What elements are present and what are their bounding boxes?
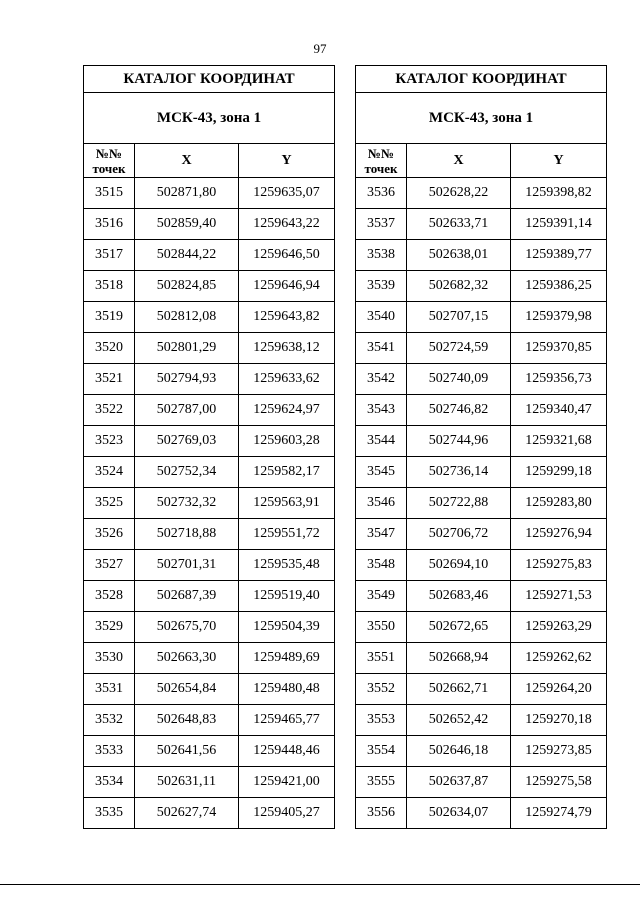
column-header-x: X — [135, 144, 239, 178]
x-coordinate-cell: 502752,34 — [135, 457, 239, 488]
point-number-cell: 3541 — [356, 333, 407, 364]
catalog-rows — [84, 178, 335, 829]
point-number-cell: 3535 — [84, 798, 135, 829]
x-coordinate-cell: 502638,01 — [407, 240, 511, 271]
y-coordinate-cell: 1259274,79 — [511, 798, 607, 829]
y-coordinate-cell: 1259504,39 — [239, 612, 335, 643]
catalog-zone: МСК-43, зона 1 — [356, 93, 607, 144]
x-coordinate-cell: 502794,93 — [135, 364, 239, 395]
point-number-cell: 3539 — [356, 271, 407, 302]
table-row — [356, 581, 607, 612]
point-number-cell: 3530 — [84, 643, 135, 674]
y-coordinate-cell: 1259275,83 — [511, 550, 607, 581]
table-row — [84, 426, 335, 457]
x-coordinate-cell: 502637,87 — [407, 767, 511, 798]
y-coordinate-cell: 1259646,50 — [239, 240, 335, 271]
table-row — [84, 581, 335, 612]
point-number-cell: 3520 — [84, 333, 135, 364]
point-number-cell: 3547 — [356, 519, 407, 550]
x-coordinate-cell: 502744,96 — [407, 426, 511, 457]
table-row — [84, 364, 335, 395]
point-number-cell: 3529 — [84, 612, 135, 643]
x-coordinate-cell: 502812,08 — [135, 302, 239, 333]
point-number-cell: 3534 — [84, 767, 135, 798]
table-row — [84, 736, 335, 767]
y-coordinate-cell: 1259582,17 — [239, 457, 335, 488]
y-coordinate-cell: 1259480,48 — [239, 674, 335, 705]
y-coordinate-cell: 1259264,20 — [511, 674, 607, 705]
x-coordinate-cell: 502675,70 — [135, 612, 239, 643]
y-coordinate-cell: 1259391,14 — [511, 209, 607, 240]
point-number-cell: 3537 — [356, 209, 407, 240]
x-coordinate-cell: 502746,82 — [407, 395, 511, 426]
point-number-cell: 3543 — [356, 395, 407, 426]
table-row — [356, 209, 607, 240]
point-number-cell: 3526 — [84, 519, 135, 550]
column-header-x: X — [407, 144, 511, 178]
point-number-cell: 3551 — [356, 643, 407, 674]
header-num-line1: №№ — [95, 145, 123, 161]
point-number-cell: 3536 — [356, 178, 407, 209]
table-row — [356, 643, 607, 674]
table-row — [356, 364, 607, 395]
table-row — [84, 643, 335, 674]
y-coordinate-cell: 1259299,18 — [511, 457, 607, 488]
table-row — [84, 488, 335, 519]
y-coordinate-cell: 1259421,00 — [239, 767, 335, 798]
table-row — [356, 178, 607, 209]
x-coordinate-cell: 502654,84 — [135, 674, 239, 705]
x-coordinate-cell: 502633,71 — [407, 209, 511, 240]
point-number-cell: 3517 — [84, 240, 135, 271]
table-row — [84, 271, 335, 302]
column-header-point-number — [84, 144, 135, 178]
point-number-cell: 3524 — [84, 457, 135, 488]
table-row — [84, 457, 335, 488]
table-row — [84, 674, 335, 705]
table-row — [356, 798, 607, 829]
x-coordinate-cell: 502724,59 — [407, 333, 511, 364]
x-coordinate-cell: 502871,80 — [135, 178, 239, 209]
y-coordinate-cell: 1259379,98 — [511, 302, 607, 333]
y-coordinate-cell: 1259273,85 — [511, 736, 607, 767]
x-coordinate-cell: 502706,72 — [407, 519, 511, 550]
x-coordinate-cell: 502844,22 — [135, 240, 239, 271]
x-coordinate-cell: 502634,07 — [407, 798, 511, 829]
y-coordinate-cell: 1259340,47 — [511, 395, 607, 426]
y-coordinate-cell: 1259448,46 — [239, 736, 335, 767]
point-number-cell: 3540 — [356, 302, 407, 333]
y-coordinate-cell: 1259262,62 — [511, 643, 607, 674]
table-row — [356, 333, 607, 364]
y-coordinate-cell: 1259405,27 — [239, 798, 335, 829]
y-coordinate-cell: 1259643,22 — [239, 209, 335, 240]
x-coordinate-cell: 502824,85 — [135, 271, 239, 302]
point-number-cell: 3533 — [84, 736, 135, 767]
x-coordinate-cell: 502668,94 — [407, 643, 511, 674]
y-coordinate-cell: 1259270,18 — [511, 705, 607, 736]
table-row — [84, 612, 335, 643]
point-number-cell: 3546 — [356, 488, 407, 519]
catalog-zone: МСК-43, зона 1 — [84, 93, 335, 144]
y-coordinate-cell: 1259551,72 — [239, 519, 335, 550]
y-coordinate-cell: 1259633,62 — [239, 364, 335, 395]
coordinate-catalog-left — [83, 65, 335, 829]
y-coordinate-cell: 1259465,77 — [239, 705, 335, 736]
x-coordinate-cell: 502740,09 — [407, 364, 511, 395]
x-coordinate-cell: 502701,31 — [135, 550, 239, 581]
table-row — [84, 178, 335, 209]
x-coordinate-cell: 502663,30 — [135, 643, 239, 674]
point-number-cell: 3525 — [84, 488, 135, 519]
y-coordinate-cell: 1259398,82 — [511, 178, 607, 209]
x-coordinate-cell: 502722,88 — [407, 488, 511, 519]
x-coordinate-cell: 502628,22 — [407, 178, 511, 209]
y-coordinate-cell: 1259370,85 — [511, 333, 607, 364]
x-coordinate-cell: 502787,00 — [135, 395, 239, 426]
point-number-cell: 3549 — [356, 581, 407, 612]
table-row — [356, 457, 607, 488]
x-coordinate-cell: 502769,03 — [135, 426, 239, 457]
point-number-cell: 3556 — [356, 798, 407, 829]
y-coordinate-cell: 1259386,25 — [511, 271, 607, 302]
x-coordinate-cell: 502646,18 — [407, 736, 511, 767]
table-row — [84, 798, 335, 829]
y-coordinate-cell: 1259275,58 — [511, 767, 607, 798]
y-coordinate-cell: 1259535,48 — [239, 550, 335, 581]
catalog-title: КАТАЛОГ КООРДИНАТ — [356, 66, 607, 93]
table-row — [356, 302, 607, 333]
header-num-line1: №№ — [367, 145, 395, 161]
x-coordinate-cell: 502652,42 — [407, 705, 511, 736]
table-row — [84, 209, 335, 240]
table-row — [84, 395, 335, 426]
x-coordinate-cell: 502631,11 — [135, 767, 239, 798]
point-number-cell: 3554 — [356, 736, 407, 767]
y-coordinate-cell: 1259276,94 — [511, 519, 607, 550]
point-number-cell: 3522 — [84, 395, 135, 426]
table-row — [84, 302, 335, 333]
point-number-cell: 3548 — [356, 550, 407, 581]
table-row — [356, 395, 607, 426]
point-number-cell: 3515 — [84, 178, 135, 209]
point-number-cell: 3521 — [84, 364, 135, 395]
point-number-cell: 3544 — [356, 426, 407, 457]
x-coordinate-cell: 502627,74 — [135, 798, 239, 829]
point-number-cell: 3532 — [84, 705, 135, 736]
point-number-cell: 3542 — [356, 364, 407, 395]
y-coordinate-cell: 1259635,07 — [239, 178, 335, 209]
y-coordinate-cell: 1259283,80 — [511, 488, 607, 519]
table-row — [356, 767, 607, 798]
point-number-cell: 3516 — [84, 209, 135, 240]
y-coordinate-cell: 1259263,29 — [511, 612, 607, 643]
header-num-line2: точек — [364, 160, 398, 176]
y-coordinate-cell: 1259624,97 — [239, 395, 335, 426]
table-row — [356, 736, 607, 767]
table-row — [356, 488, 607, 519]
table-row — [356, 426, 607, 457]
x-coordinate-cell: 502732,32 — [135, 488, 239, 519]
point-number-cell: 3545 — [356, 457, 407, 488]
point-number-cell: 3550 — [356, 612, 407, 643]
x-coordinate-cell: 502718,88 — [135, 519, 239, 550]
x-coordinate-cell: 502662,71 — [407, 674, 511, 705]
table-row — [84, 519, 335, 550]
x-coordinate-cell: 502687,39 — [135, 581, 239, 612]
point-number-cell: 3531 — [84, 674, 135, 705]
x-coordinate-cell: 502641,56 — [135, 736, 239, 767]
table-row — [84, 240, 335, 271]
point-number-cell: 3518 — [84, 271, 135, 302]
table-row — [84, 705, 335, 736]
y-coordinate-cell: 1259271,53 — [511, 581, 607, 612]
coordinate-catalog-right — [355, 65, 607, 829]
y-coordinate-cell: 1259519,40 — [239, 581, 335, 612]
table-row — [84, 333, 335, 364]
table-row — [356, 674, 607, 705]
x-coordinate-cell: 502801,29 — [135, 333, 239, 364]
table-row — [84, 550, 335, 581]
point-number-cell: 3538 — [356, 240, 407, 271]
x-coordinate-cell: 502682,32 — [407, 271, 511, 302]
table-row — [356, 271, 607, 302]
y-coordinate-cell: 1259563,91 — [239, 488, 335, 519]
table-row — [356, 612, 607, 643]
x-coordinate-cell: 502859,40 — [135, 209, 239, 240]
point-number-cell: 3552 — [356, 674, 407, 705]
footer-divider — [0, 884, 640, 885]
y-coordinate-cell: 1259643,82 — [239, 302, 335, 333]
column-header-point-number — [356, 144, 407, 178]
point-number-cell: 3555 — [356, 767, 407, 798]
table-row — [356, 705, 607, 736]
catalog-rows — [356, 178, 607, 829]
x-coordinate-cell: 502736,14 — [407, 457, 511, 488]
table-row — [356, 240, 607, 271]
x-coordinate-cell: 502683,46 — [407, 581, 511, 612]
point-number-cell: 3523 — [84, 426, 135, 457]
table-row — [356, 519, 607, 550]
x-coordinate-cell: 502672,65 — [407, 612, 511, 643]
header-num-line2: точек — [92, 160, 126, 176]
point-number-cell: 3527 — [84, 550, 135, 581]
y-coordinate-cell: 1259489,69 — [239, 643, 335, 674]
page-number: 97 — [313, 41, 327, 56]
y-coordinate-cell: 1259646,94 — [239, 271, 335, 302]
column-header-y: Y — [239, 144, 335, 178]
y-coordinate-cell: 1259603,28 — [239, 426, 335, 457]
y-coordinate-cell: 1259321,68 — [511, 426, 607, 457]
catalog-title: КАТАЛОГ КООРДИНАТ — [84, 66, 335, 93]
point-number-cell: 3553 — [356, 705, 407, 736]
x-coordinate-cell: 502648,83 — [135, 705, 239, 736]
y-coordinate-cell: 1259356,73 — [511, 364, 607, 395]
x-coordinate-cell: 502694,10 — [407, 550, 511, 581]
table-row — [84, 767, 335, 798]
table-row — [356, 550, 607, 581]
y-coordinate-cell: 1259389,77 — [511, 240, 607, 271]
point-number-cell: 3519 — [84, 302, 135, 333]
y-coordinate-cell: 1259638,12 — [239, 333, 335, 364]
column-header-y: Y — [511, 144, 607, 178]
point-number-cell: 3528 — [84, 581, 135, 612]
x-coordinate-cell: 502707,15 — [407, 302, 511, 333]
